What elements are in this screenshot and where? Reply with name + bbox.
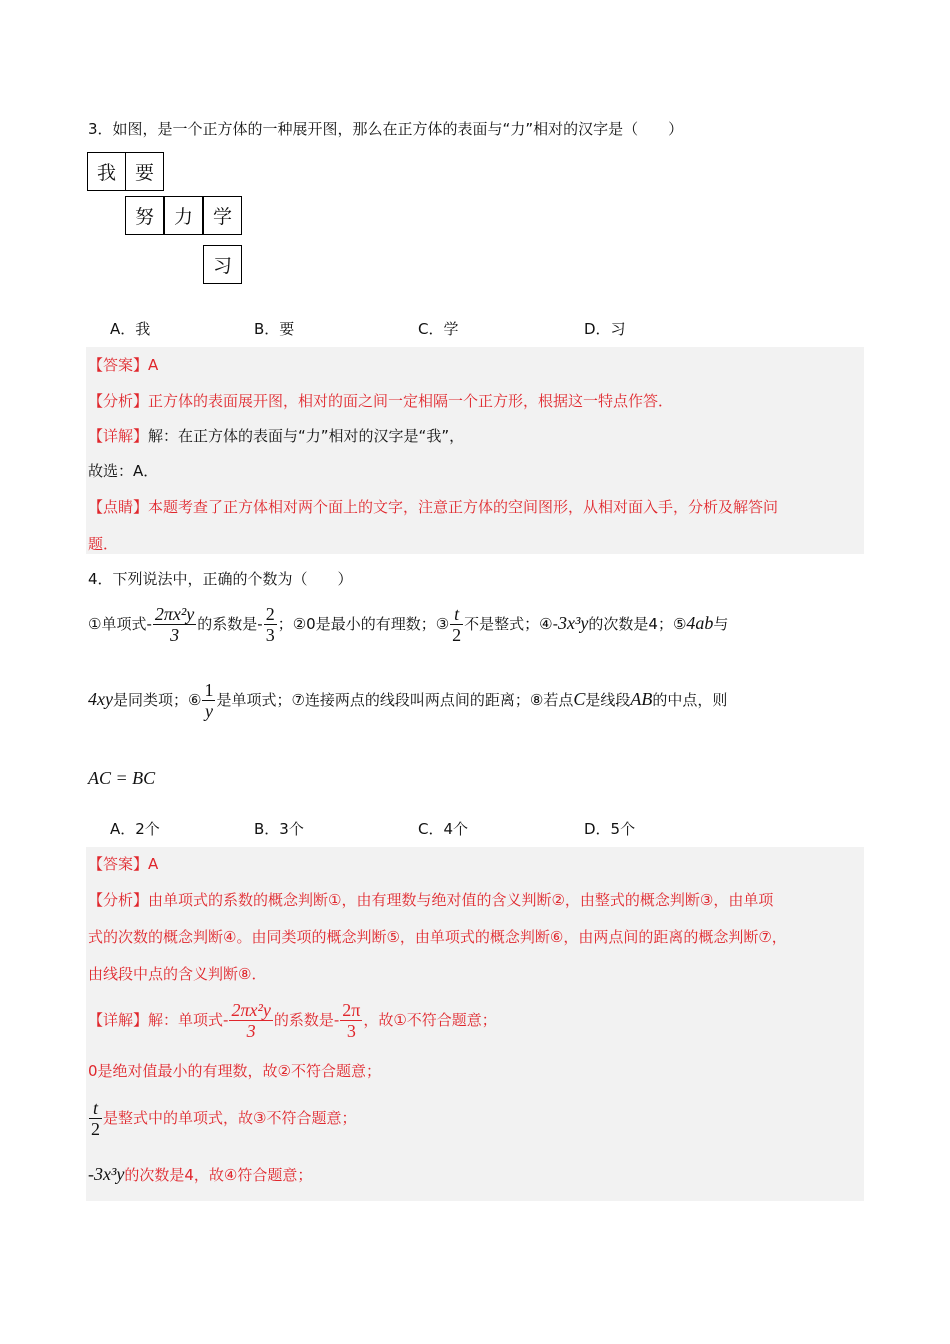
q4-option-d[interactable]: D．5个 <box>584 820 636 838</box>
fraction: $\frac{\text{2πx²y}}{3}$ <box>231 1000 271 1041</box>
q3-choose: 故选：A． <box>88 462 159 480</box>
fraction: $\frac{t}{2}$ <box>452 604 462 645</box>
q4-detail-3: $\frac{t}{2}$ 是整式中的单项式，故③不符合题意； <box>91 1098 357 1139</box>
q4-detail: 【详解】解：单项式- $\frac{\text{2πx²y}}{3}$ 的系数是- $\frac{2\pi}{3}$ ，故①不符合题意； <box>88 1000 497 1041</box>
q4-statements-line1: ①单项式- $\frac{\text{2πx²y}}{3}$ 的系数是- $\frac{2}{3}$ ；②0是最小的有理数；③ $\frac{t}{2}$ 不是整式；④-3x³y的次数是4；⑤4ab与 <box>88 604 729 645</box>
q4-statements-line3: AC = BC <box>88 768 156 788</box>
q3-solution-box <box>86 347 864 554</box>
q3-detail: 【详解】解：在正方体的表面与“力”相对的汉字是“我”， <box>88 427 465 445</box>
net-cell-1: 我 <box>87 152 126 191</box>
q4-detail-4: -3x³y的次数是4，故④符合题意； <box>88 1164 313 1184</box>
fraction: $\frac{\text{2πx²y}}{3}$ <box>154 604 195 645</box>
q3-option-b[interactable]: B．要 <box>254 320 295 338</box>
net-cell-3: 努 <box>125 196 164 235</box>
net-cell-4: 力 <box>164 196 203 235</box>
q4-option-b[interactable]: B．3个 <box>254 820 304 838</box>
q3-option-c[interactable]: C．学 <box>418 320 459 338</box>
fraction: $\frac{2}{3}$ <box>265 604 275 645</box>
net-cell-5: 学 <box>203 196 242 235</box>
q3-option-d[interactable]: D．习 <box>584 320 626 338</box>
fraction: $\frac{t}{2}$ <box>91 1098 100 1139</box>
q3-comment-cont: 题． <box>88 535 119 553</box>
fraction: $\frac{2\pi}{3}$ <box>342 1000 361 1041</box>
q4-answer: 【答案】A <box>88 855 159 873</box>
net-cell-2: 要 <box>125 152 164 191</box>
q4-stem: 4．下列说法中，正确的个数为（ ） <box>88 570 353 588</box>
q4-detail-2: 0是绝对值最小的有理数，故②不符合题意； <box>88 1062 381 1080</box>
q3-comment: 【点睛】本题考查了正方体相对两个面上的文字，注意正方体的空间图形，从相对面入手，分析及解答问 <box>88 498 779 516</box>
q4-analysis: 【分析】由单项式的系数的概念判断①，由有理数与绝对值的含义判断②，由整式的概念判断③，由单项 <box>88 891 774 909</box>
net-cell-6: 习 <box>203 245 242 284</box>
q4-analysis-cont1: 式的次数的概念判断④。由同类项的概念判断⑤，由单项式的概念判断⑥，由两点间的距离的概念判断⑦， <box>88 928 787 946</box>
q3-answer: 【答案】A <box>88 356 159 374</box>
q3-stem: 3．如图，是一个正方体的一种展开图，那么在正方体的表面与“力”相对的汉字是（ ） <box>88 120 684 138</box>
q4-analysis-cont2: 由线段中点的含义判断⑧． <box>88 965 267 983</box>
fraction: $\frac{1}{y}$ <box>204 680 214 721</box>
q4-option-c[interactable]: C．4个 <box>418 820 469 838</box>
q4-statements-line2: 4xy是同类项；⑥ $\frac{1}{y}$ 是单项式；⑦连接两点的线段叫两点间的距离；⑧若点C是线段AB的中点，则 <box>88 680 728 721</box>
q3-analysis: 【分析】正方体的表面展开图，相对的面之间一定相隔一个正方形，根据这一特点作答． <box>88 392 674 410</box>
q4-option-a[interactable]: A．2个 <box>110 820 160 838</box>
q3-option-a[interactable]: A．我 <box>110 320 151 338</box>
